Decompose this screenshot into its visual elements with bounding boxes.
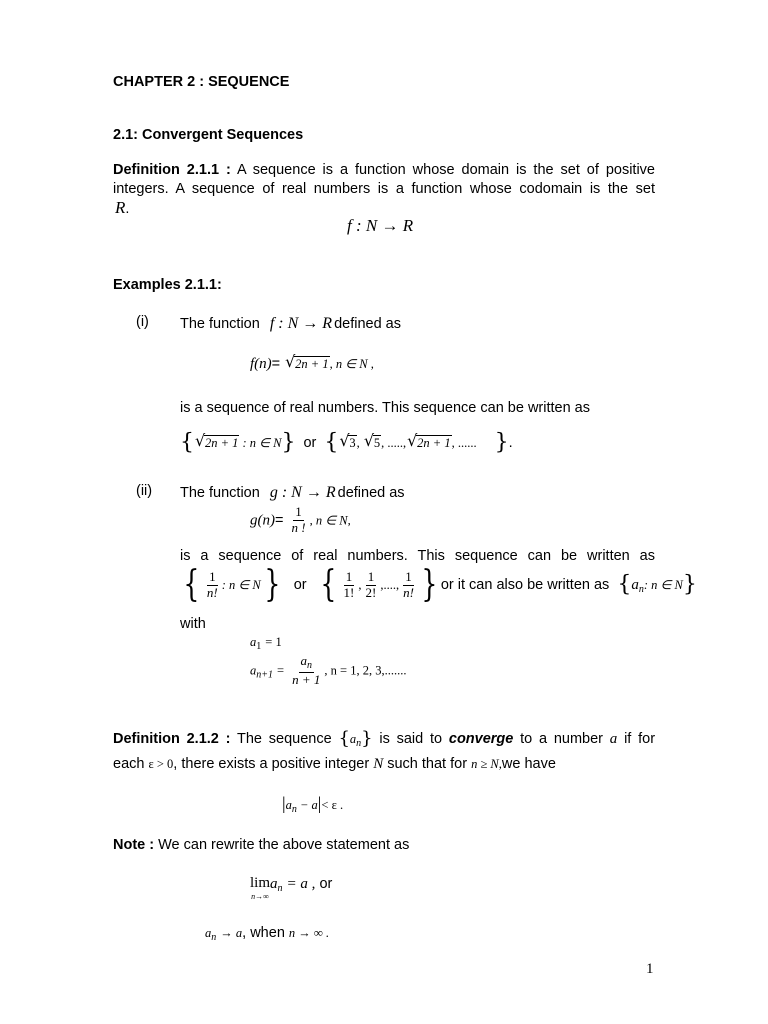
sqrt-2n-plus-1: √ 2n + 1: [285, 352, 329, 371]
fn-g-of-n: g(n): [250, 512, 275, 529]
example-i-sentence: is a sequence of real numbers. This sequence can be written as: [180, 400, 590, 416]
radicand-5: 5: [373, 435, 381, 450]
subscript-1: 1: [256, 641, 262, 652]
numerator: 1: [345, 568, 353, 584]
set-r: R: [115, 198, 126, 217]
def1-text-1: A sequence is a function whose domain is the set of positive: [236, 162, 655, 178]
lim-operator: [250, 875, 270, 901]
equals: =: [275, 512, 284, 529]
def2-inequality: $|a_n - a|< \varepsilon$ .: [282, 793, 344, 815]
example-i-defined-as: defined as: [334, 316, 401, 332]
equals-a: = a ,: [286, 876, 316, 892]
right-brace: }: [494, 430, 509, 455]
denominator: n + 1: [292, 671, 321, 687]
example-ii-intro-text: The function: [180, 485, 260, 501]
sqrt-2n-plus-1-list: √ 2n + 1: [407, 430, 451, 450]
radicand: 2n + 1: [205, 435, 239, 450]
numerator: 1: [209, 568, 216, 584]
denominator: n!: [206, 584, 218, 600]
a-symbol: a: [285, 798, 292, 812]
def1-label: Definition 2.1.1 :: [113, 162, 231, 178]
when-text: , when: [242, 925, 285, 941]
radicand-3: 3: [349, 435, 356, 450]
def2-text-3: to a number: [520, 731, 604, 747]
def1-formula: f : N → R: [347, 216, 414, 235]
subscript-n: n: [277, 883, 283, 894]
index-range: , n = 1, 2, 3,.......: [324, 663, 407, 678]
sqrt-5: √ 5: [363, 430, 381, 450]
example-i-sets: { √ 2n + 1 : n ∈ N} or { √ 3, √ 5, ....., √ 2n + 1, ...... }.: [180, 430, 513, 455]
numerator: 1: [405, 568, 412, 584]
epsilon-condition: ε > 0: [148, 757, 174, 771]
page-number: 1: [646, 961, 654, 977]
converge-term: converge: [448, 731, 514, 747]
list-fraction-2: [364, 570, 379, 601]
subscript-n: n: [356, 738, 362, 749]
subscript-n: n: [291, 804, 297, 815]
recurrence-initial: [250, 634, 282, 653]
equals: =: [271, 356, 281, 372]
a-symbol: a: [250, 663, 257, 678]
list-fraction-n: [401, 570, 416, 601]
definition-2-1-2: [113, 730, 655, 750]
example-ii-intro: [180, 483, 405, 502]
def1-line1: [113, 162, 655, 179]
minus-a: − a: [296, 798, 318, 812]
a-symbol: a: [250, 635, 257, 649]
example-ii-function: [250, 505, 351, 536]
list-fraction-1: [342, 570, 357, 601]
or-text: or: [303, 434, 317, 451]
a-symbol: a: [270, 876, 278, 892]
set-condition: : n ∈ N: [643, 577, 683, 592]
def1-line2: [113, 181, 655, 198]
example-ii-sets: { $\frac{1}{n!}$ : n ∈ N} or { $\frac{1}{1!}$ , $\frac{1}{2!}$ ,...., $\frac{1}{n!}$ } or it can also be written as {$a_n$: n ∈ N}: [183, 564, 697, 605]
radicand: 2n + 1: [417, 435, 451, 450]
right-brace: }: [361, 728, 373, 750]
less-than-epsilon: < ε .: [321, 798, 344, 812]
example-i-domain: , n ∈ N ,: [329, 357, 374, 371]
limit-expression: [250, 875, 332, 901]
right-brace: }: [281, 430, 296, 455]
equals: =: [277, 663, 285, 678]
def2-text-8: we have: [501, 756, 556, 772]
example-ii-sentence: is a sequence of real numbers. This sequence can be written as: [180, 548, 655, 564]
sqrt-3: √ 3: [339, 430, 356, 450]
set-condition: : n ∈ N: [221, 577, 261, 592]
left-brace: {: [180, 430, 194, 455]
example-ii-map: g : N → R: [269, 484, 336, 501]
example-i-marker: (i): [136, 314, 149, 330]
note-text: We can rewrite the above statement as: [158, 837, 410, 853]
radicand: 2n + 1: [295, 357, 329, 371]
subscript-n: n: [307, 660, 313, 671]
note-label: Note :: [113, 837, 155, 853]
example-ii-sentence-line: [180, 548, 655, 565]
left-brace: {: [183, 564, 200, 605]
lim-text: lim: [250, 875, 271, 891]
right-brace: }: [421, 564, 438, 605]
def2-text-5: each: [113, 756, 145, 772]
a-symbol: a: [349, 732, 357, 746]
list-tail: , ......: [451, 435, 477, 450]
also-text: or it can also be written as: [440, 576, 610, 593]
denominator: n!: [403, 584, 414, 600]
n-to-infinity: n → ∞ .: [288, 926, 330, 940]
def2-text-7: such that for: [387, 756, 468, 772]
example-ii-defined-as: defined as: [337, 485, 405, 501]
example-i-map: f : N → R: [269, 315, 333, 332]
def2-text-6: , there exists a positive integer: [173, 756, 370, 772]
definition-2-1-1: [113, 162, 655, 199]
example-i-intro: [180, 314, 401, 333]
example-i-intro-text: The function: [180, 316, 260, 332]
def2-text-2: is said to: [379, 731, 443, 747]
subscript-n-plus-1: n+1: [256, 669, 273, 681]
recurrence-step: [250, 654, 406, 687]
chapter-title: CHAPTER 2 : SEQUENCE: [113, 74, 290, 90]
left-brace: {: [320, 564, 337, 605]
alt-limit-expression: [205, 925, 329, 944]
n-capital-symbol: N: [373, 756, 384, 772]
left-brace: {: [617, 572, 632, 597]
a-symbol: a: [609, 731, 618, 747]
subscript-n: n: [638, 583, 644, 595]
value-1: = 1: [265, 635, 282, 649]
note: [113, 837, 409, 854]
example-ii-domain: , n ∈ N,: [309, 513, 351, 528]
lim-subscript: n→∞: [251, 891, 269, 901]
set-condition: : n ∈ N: [242, 435, 282, 450]
a-symbol: a: [205, 926, 212, 940]
fraction-1-over-n-factorial: [290, 505, 308, 536]
n-condition: n ≥ N,: [471, 757, 502, 771]
left-brace: {: [324, 430, 339, 455]
denominator: 2!: [365, 584, 377, 600]
left-brace: {: [338, 728, 350, 750]
section-title: 2.1: Convergent Sequences: [113, 127, 304, 143]
a-symbol: a: [631, 576, 639, 593]
period: .: [508, 434, 513, 451]
right-brace: }: [264, 564, 281, 605]
fraction-an-over-n-plus-1: [290, 654, 322, 687]
numerator: 1: [295, 504, 302, 519]
list-separator: , .....,: [381, 435, 407, 450]
example-ii-marker: (ii): [136, 483, 153, 499]
subscript-n: n: [211, 932, 217, 943]
fn-f-of-n: f(n): [250, 356, 272, 372]
examples-label: Examples 2.1.1:: [113, 277, 222, 293]
def2-label: Definition 2.1.2 :: [113, 731, 231, 747]
denominator: n !: [291, 519, 306, 535]
right-brace: }: [682, 572, 697, 597]
example-i-function: [250, 352, 374, 373]
sqrt-2n-plus-1-set: √ 2n + 1: [195, 430, 239, 450]
def1-set-symbol: [115, 198, 129, 218]
def2-line1: [113, 730, 655, 750]
set-fraction: [205, 570, 220, 601]
or-text: or: [319, 876, 333, 892]
numerator: 1: [367, 568, 375, 584]
def1-text-2: integers. A sequence of real numbers is a function whose codomain is the set: [113, 181, 655, 198]
a-symbol: a: [300, 653, 308, 668]
or-text: or: [293, 576, 307, 593]
denominator: 1!: [343, 584, 355, 600]
arrow-a: → a: [220, 926, 243, 940]
def2-text-4: if for: [624, 731, 656, 747]
def2-text-1: The sequence: [237, 731, 332, 747]
list-separator: ,....,: [380, 577, 400, 592]
def2-line2: [113, 755, 556, 773]
def1-period: .: [125, 201, 130, 217]
with-text: with: [180, 616, 206, 632]
